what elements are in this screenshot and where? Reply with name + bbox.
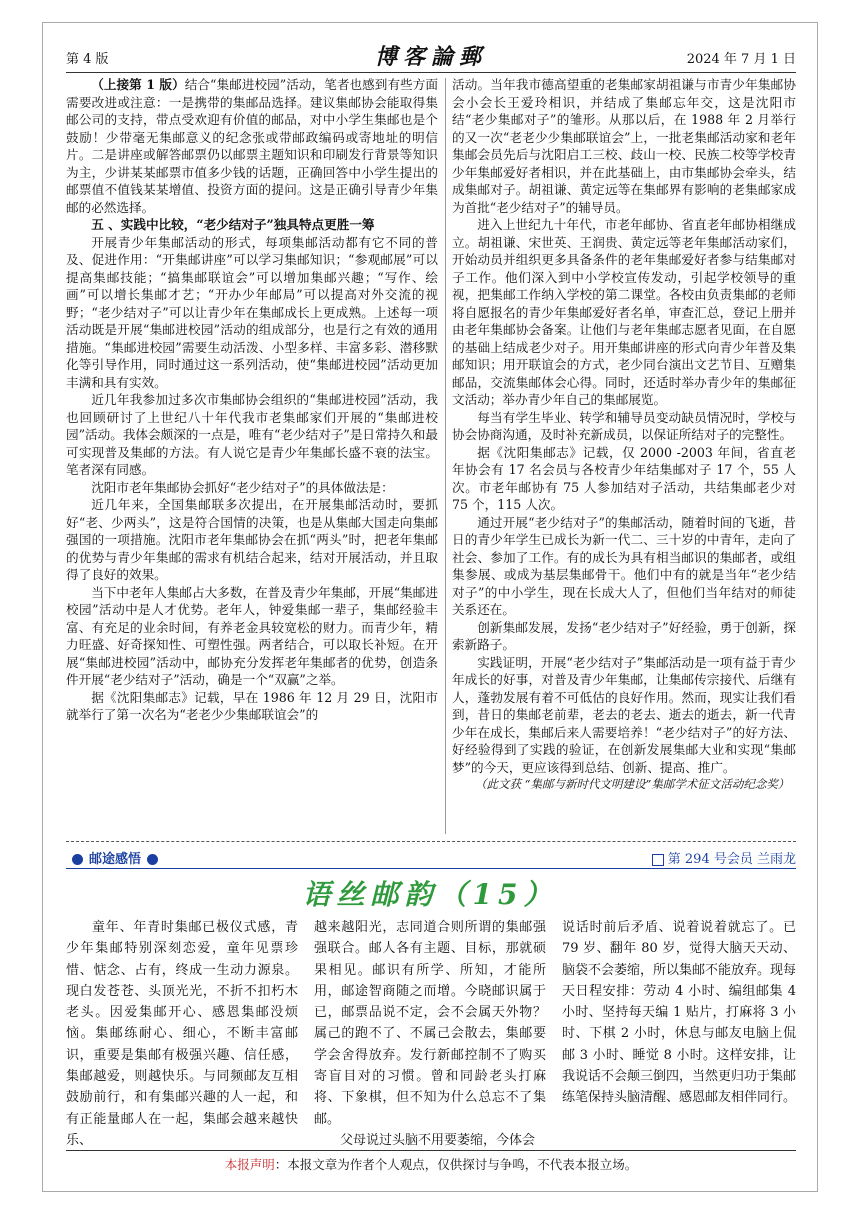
paragraph-text: 当下中老年人集邮占大多数，在普及青少年集邮，开展“集邮进校园”活动中是人才优势。老年人，钟爱集邮一辈子，集邮经验丰富、有充足的业余时间，有养老金具较宽松的财力。而青少年，精力旺盛、好奇探知性、可塑性强。两者结合，可以取长补短。在开展“集邮进校园”活动中，邮协充分发挥老年集邮者的优势，创造条件开展“老少结对子”活动，确是一个“双赢”之举。 xyxy=(66,584,438,687)
paragraph-text: 父母说过头脑不用要萎缩，今体会 xyxy=(340,1132,536,1148)
footer-text: ：本报文章为作者个人观点，仅供探讨与争鸣，不代表本报立场。 xyxy=(274,1157,638,1172)
column-title: 语丝邮韵（15） xyxy=(302,878,558,911)
paragraph xyxy=(452,514,796,619)
header-rule xyxy=(66,72,796,73)
paragraph xyxy=(452,444,796,514)
paragraph-text: 童年、年青时集邮已极仪式感，青少年集邮特别深刻恋爱，童年见票珍惜、惦念、占有，终成一生动力源泉。现白发苍苍、头顶光光，不折不扣朽木老头。因爱集邮开心、感恩集邮没烦恼。集邮练耐心、细心，不断丰富邮识，重要是集邮有极强兴趣、信任感，集邮越爱，则越快乐。与同频邮友互相鼓励前行，和有集邮兴趣的人一起，和有正能量邮人在一起，集邮会越来越快乐、 xyxy=(66,920,298,1148)
essay-column-3 xyxy=(562,917,796,1109)
essay-column-1 xyxy=(66,917,298,1151)
paragraph xyxy=(452,654,796,777)
paragraph xyxy=(66,496,438,584)
checkbox-square-icon xyxy=(652,854,664,866)
paragraph xyxy=(314,917,546,1130)
paragraph xyxy=(314,1130,546,1151)
paragraph-text: 据《沈阳集邮志》记载，早在 1986 年 12 月 29 日，沈阳市就举行了第一次名为“老老少少集邮联谊会”的 xyxy=(66,689,438,722)
paragraph xyxy=(66,584,438,689)
section-divider xyxy=(66,841,796,842)
edition-label: 第 4 版 xyxy=(66,52,109,67)
paragraph-text: 活动。当年我市德高望重的老集邮家胡祖谦与市青少年集邮协会小会长王爱玲相识，并结成了集邮忘年交，这是沈阳市结“老少集邮对子”的雏形。从那以后，在 1988 年 2 月举行的又一次“老老少少集邮联谊会”上，一批老集邮活动家和老年集邮会员先后与沈阳启工三校、歧山一校、民族二校等学校青少年集邮爱好者相识，并在此基础上，由市集邮协会牵头，结成集邮对子。胡祖谦、黄定远等在集邮界有影响的老集邮家成为首批“老少结对子”的辅导员。 xyxy=(452,77,796,215)
bullet-icon xyxy=(72,854,83,865)
footer-rule xyxy=(66,1150,796,1151)
paragraph-text: 进入上世纪九十年代，市老年邮协、省直老年邮协相继成立。胡祖谦、宋世英、王润贵、黄定远等老年集邮活动家们，开始动员并组织更多具备条件的老年集邮爱好者参与结集邮对子工作。他们深入到中小学校宣传发动，引起学校领导的重视，把集邮工作纳入学校的第二课堂。各校由负责集邮的老师将自愿报名的青少年集邮爱好者名单，审查汇总，登记上册并由老年集邮协会备案。让他们与老年集邮志愿者见面，在自愿的基础上结成老少对子。用开集邮讲座的形式向青少年普及集邮知识；用开联谊会的方式，老少同台演出文艺节目、互赠集邮品，交流集邮体会心得。同时，还适时举办青少年的集邮征文活动；举办青少年自己的集邮展览。 xyxy=(452,217,796,407)
paragraph-text: 近几年来，全国集邮联多次提出，在开展集邮活动时，要抓好“老、少两头”，这是符合国情的决策，也是从集邮大国走向集邮强国的一项措施。沈阳市老年集邮协会在抓“两头”时，把老年集邮的优势与青少年集邮的需求有机结合起来，结对开展活动，并且取得了良好的效果。 xyxy=(66,497,438,582)
issue-date: 2024 年 7 月 1 日 xyxy=(686,52,796,67)
footer-disclaimer xyxy=(66,1155,796,1173)
paragraph-text: 沈阳市老年集邮协会抓好“老少结对子”的具体做法是： xyxy=(91,479,394,495)
paragraph xyxy=(452,216,796,409)
paragraph xyxy=(66,391,438,479)
footer-label: 本报声明 xyxy=(224,1157,275,1172)
paragraph-text: 近几年我参加过多次市集邮协会组织的“集邮进校园”活动，我也回顾研讨了上世纪八十年代我市老集邮家们开展的“集邮进校园”活动。我体会颇深的一点是，唯有“老少结对子”是日常持久和最可实现普及集邮的方法。有人说它是青少年集邮长盛不衰的法宝。笔者深有同感。 xyxy=(66,392,438,477)
paragraph xyxy=(452,776,796,794)
article-right-column xyxy=(452,76,796,794)
paragraph-text: 据《沈阳集邮志》记载，仅 2000 -2003 年间，省直老年协会有 17 名会员与各校青少年结集邮对子 17 个，55 人次。市老年邮协有 75 人参加结对子活动，共结集邮老少对 75 个，115 人次。 xyxy=(452,444,796,512)
column-divider xyxy=(445,78,446,834)
section-bar xyxy=(66,848,796,866)
paragraph xyxy=(66,234,438,392)
paragraph-text: 每当有学生毕业、转学和辅导员变动缺员情况时，学校与协会协商沟通，及时补充新成员，以保证所结对子的完整性。 xyxy=(452,409,796,442)
section-rule xyxy=(66,868,796,869)
page-header xyxy=(66,40,796,70)
paragraph xyxy=(66,76,438,216)
paragraph xyxy=(66,216,438,234)
paragraph-text: 说话时前后矛盾、说着说着就忘了。已 79 岁、翻年 80 岁，觉得大脑天天动、脑袋不会萎缩，所以集邮不能放弃。现每天日程安排：劳动 4 小时、编组邮集 4 小时、坚持每天编 1 贴片，打麻将 3 小时、下棋 2 小时，休息与邮友电脑上侃邮 3 小时、睡觉 8 小时。这样安排，让我说话不会颠三倒四，当然更归功于集邮练笔保持头脑清醒、感恩邮友相伴同行。 xyxy=(562,920,797,1106)
article-left-column xyxy=(66,76,438,724)
author-name: 第 294 号会员 兰雨龙 xyxy=(667,852,796,867)
bullet-icon xyxy=(147,854,158,865)
paragraph xyxy=(66,479,438,497)
paragraph xyxy=(452,76,796,216)
paragraph xyxy=(66,689,438,724)
section-tag-label: 邮途感悟 xyxy=(89,852,142,867)
paragraph-text: 越来越阳光，志同道合则所谓的集邮强强联合。邮人各有主题、目标，那就硕果相见。邮识有所学、所知，才能所用，邮途智商随之而增。今晓邮识属于已，邮票品说不定，会不会属天外物？属己的跑不了、不属己会散去，集邮要学会舍得放弃。发行新邮控制不了购买寄盲目对的习惯。曾和同龄老头打麻将、下象棋，但不知为什么总忘不了集邮。 xyxy=(314,920,546,1127)
paragraph-text: 五 、实践中比较，“老少结对子”独具特点更胜一筹 xyxy=(91,217,375,232)
paragraph xyxy=(562,917,796,1109)
paragraph-text: 结合“集邮进校园”活动，笔者也感到有些方面需要改进或注意：一是携带的集邮品选择。建议集邮协会能取得集邮公司的支持，带点受欢迎有价值的邮品，对中小学生集邮也是个鼓励！少带毫无集邮意义的纪念张或带邮政编码或寄地址的明信片。二是讲座或解答邮票仍以邮票主题知识和印刷发行背景等知识为主，少讲某某邮票市值多少钱的话题，正确回答中小学生提出的邮票值不值钱某某增值、投资方面的提问。这是正确引导青少年集邮的必然选择。 xyxy=(66,77,438,215)
section-tag xyxy=(66,848,164,867)
paragraph-text: 开展青少年集邮活动的形式，每项集邮活动都有它不同的普及、促进作用：“开集邮讲座”可以学习集邮知识；“参观邮展”可以提高集邮技能；“搞集邮联谊会”可以增加集邮兴趣；“写作、绘画”可以增长集邮才艺；“开办少年邮局”可以提高对外交流的视野；“老少结对子”可以让青少年在集邮成长上更成熟。上述每一项活动既是开展“集邮进校园”活动的组成部分，也是行之有效的通用措施。“集邮进校园”需要生动活泼、小型多样、丰富多彩、潜移默化等引导作用，同时通过这一系列活动，使“集邮进校园”活动更加丰满和具有实效。 xyxy=(66,234,438,390)
paragraph-text: 创新集邮发展，发扬“老少结对子”好经验，勇于创新，探索新路子。 xyxy=(452,619,796,652)
author-byline xyxy=(652,848,796,867)
paragraph xyxy=(66,917,298,1151)
paragraph-text: 实践证明，开展“老少结对子”集邮活动是一项有益于青少年成长的好事，对普及青少年集邮，让集邮传宗接代、后继有人，蓬勃发展有着不可低估的良好作用。然而，现实让我们看到，昔日的集邮老前辈，老去的老去、逝去的逝去，新一代青少年在成长，集邮后来人需要培养！“老少结对子”的好方法、好经验得到了实践的验证，在创新发展集邮大业和实现“集邮梦”的今天，更应该得到总结、创新、提高、推广。 xyxy=(452,654,796,775)
paragraph-text: 通过开展“老少结对子”的集邮活动，随着时间的飞逝，昔日的青少年学生已成长为新一代二、三十岁的中青年，走向了社会、参加了工作。有的成长为具有相当邮识的集邮者，或组集参展、或成为基层集邮骨干。他们中有的就是当年“老少结对子”的中小学生，现在长成大人了，但他们当年结对的师徒关系还在。 xyxy=(452,514,796,617)
paragraph-text: （此文获 “集邮与新时代文明建设”集邮学术征文活动纪念奖） xyxy=(475,777,790,791)
continuation-marker: （上接第 1 版） xyxy=(91,77,185,92)
paragraph xyxy=(452,409,796,444)
masthead-title: 博客論郵 xyxy=(374,44,487,70)
paragraph xyxy=(452,619,796,654)
essay-column-2 xyxy=(314,917,546,1151)
